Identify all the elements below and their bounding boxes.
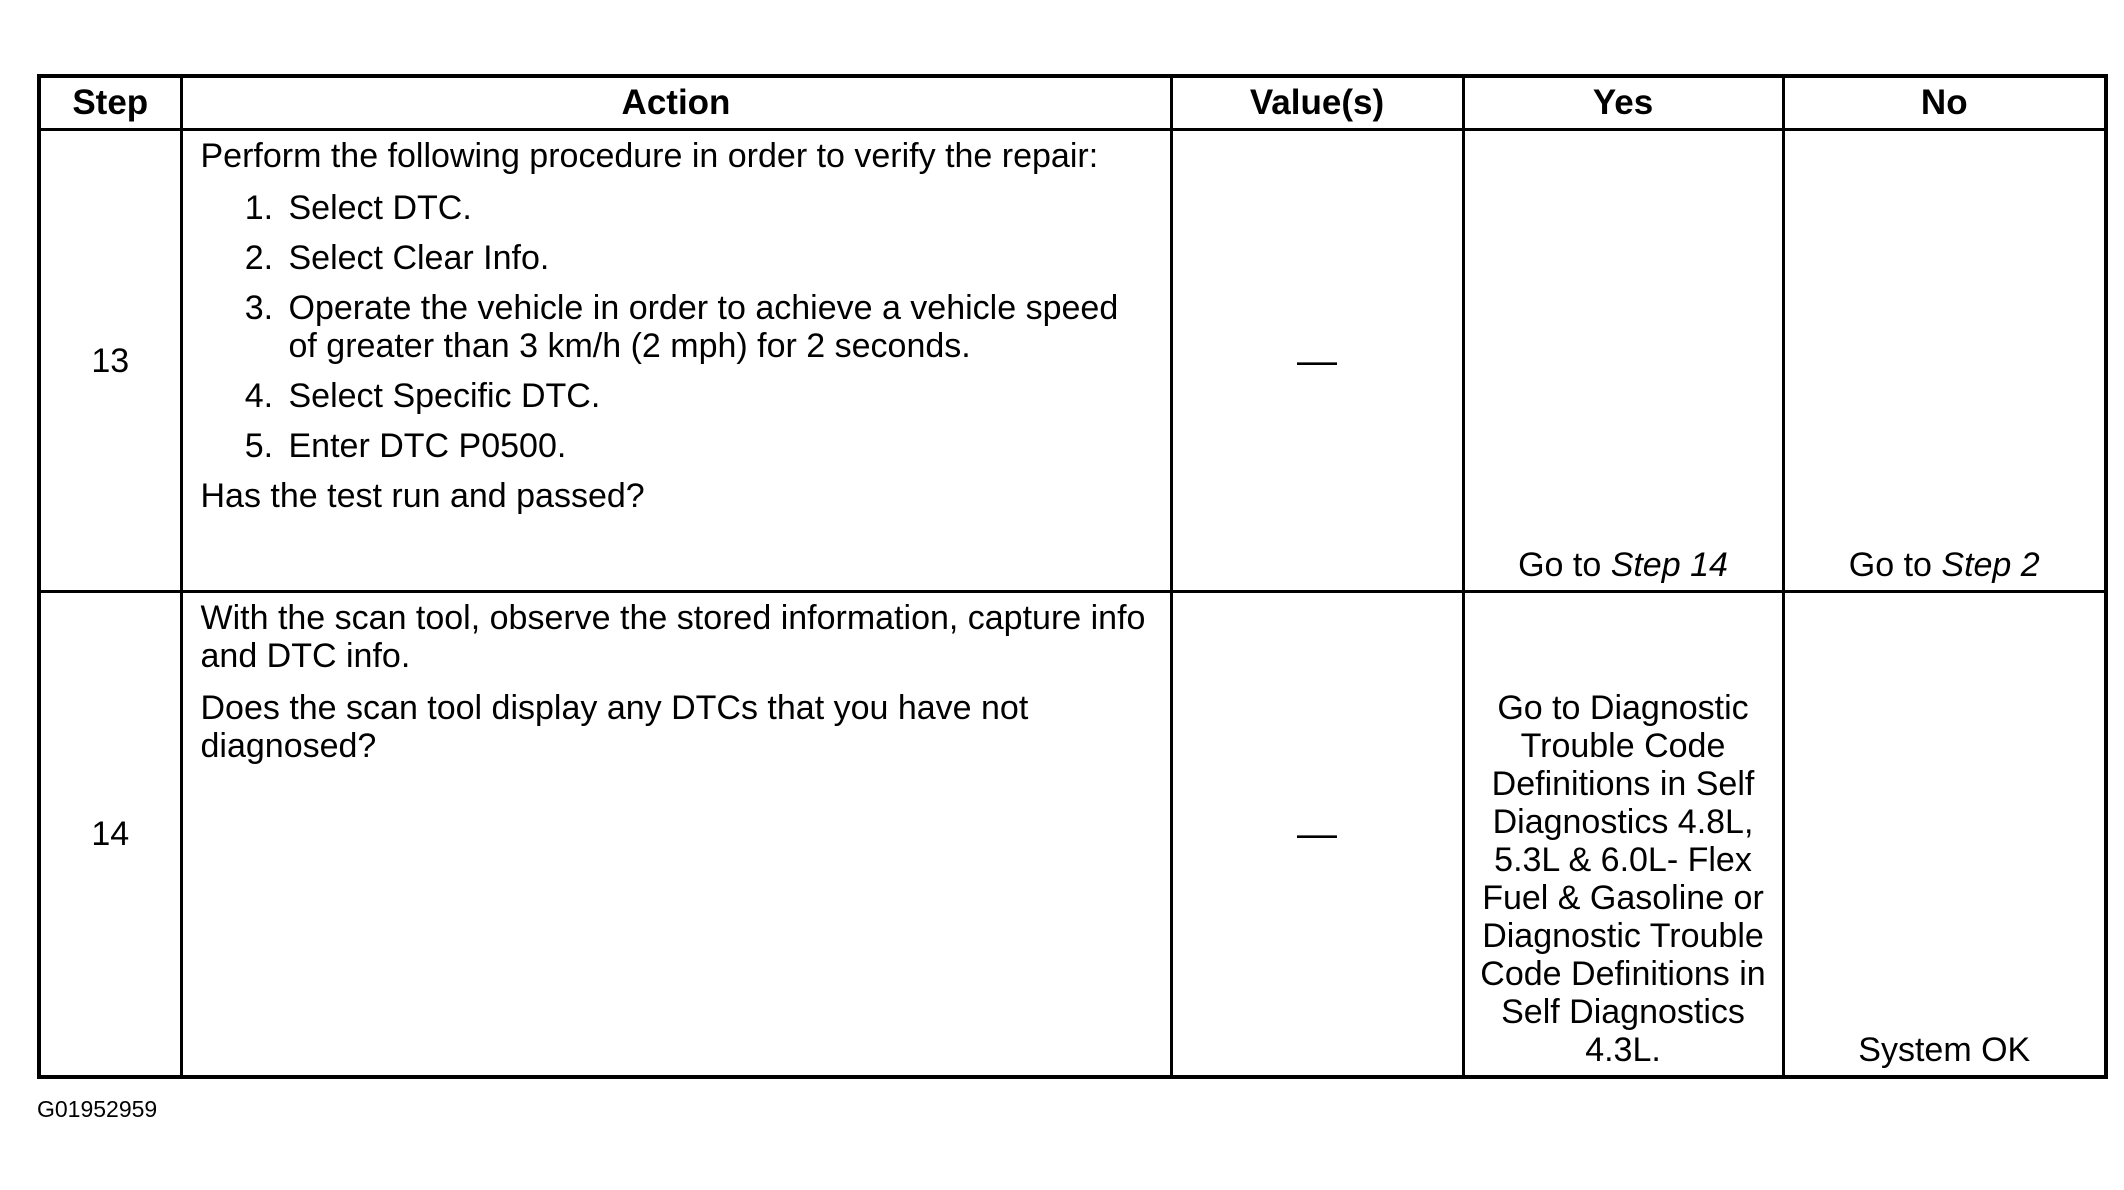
no-prefix: Go to — [1848, 546, 1942, 584]
action-cell — [181, 130, 1171, 592]
action-intro: Perform the following procedure in order to verify the repair: — [200, 137, 1099, 175]
table-header-row — [41, 78, 2104, 130]
procedure-step: 1. Select DTC. — [283, 189, 1156, 227]
step-number: 14 — [41, 592, 181, 1076]
value-cell: — — [1171, 130, 1463, 592]
no-step-link[interactable]: Step 2 — [1941, 546, 2040, 584]
header-action: Action — [181, 78, 1171, 130]
action-intro: With the scan tool, observe the stored information, capture info and DTC info. — [200, 599, 1146, 675]
procedure-list — [201, 189, 1156, 465]
yes-prefix: Go to — [1518, 546, 1611, 584]
action-cell — [181, 592, 1171, 1076]
diagnostic-table — [41, 78, 2104, 1075]
no-cell: System OK — [1783, 592, 2104, 1076]
yes-cell — [1463, 130, 1783, 592]
table-row — [41, 592, 2104, 1076]
step-number: 13 — [41, 130, 181, 592]
no-cell — [1783, 130, 2104, 592]
yes-step-link[interactable]: Step 14 — [1610, 546, 1728, 584]
figure-id: G01952959 — [37, 1096, 158, 1122]
table-row — [41, 130, 2104, 592]
yes-cell: Go to Diagnostic Trouble Code Definitions in Self Diagnostics 4.8L, 5.3L & 6.0L- Flex Fuel & Gasoline or Diagnostic Trouble Code Definitions in Self Diagnostics 4.3L. — [1463, 592, 1783, 1076]
action-question: Has the test run and passed? — [200, 477, 645, 515]
action-question: Does the scan tool display any DTCs that you have not diagnosed? — [200, 689, 1029, 765]
procedure-step: 4. Select Specific DTC. — [283, 377, 1156, 415]
header-yes: Yes — [1463, 78, 1783, 130]
diagnostic-table-frame — [37, 74, 2108, 1079]
procedure-step: 2. Select Clear Info. — [283, 239, 1156, 277]
header-no: No — [1783, 78, 2104, 130]
procedure-step: 5. Enter DTC P0500. — [283, 427, 1156, 465]
procedure-step: 3. Operate the vehicle in order to achieve a vehicle speed of greater than 3 km/h (2 mph) for 2 seconds. — [283, 289, 1156, 365]
value-cell: — — [1171, 592, 1463, 1076]
header-step: Step — [41, 78, 181, 130]
header-values: Value(s) — [1171, 78, 1463, 130]
